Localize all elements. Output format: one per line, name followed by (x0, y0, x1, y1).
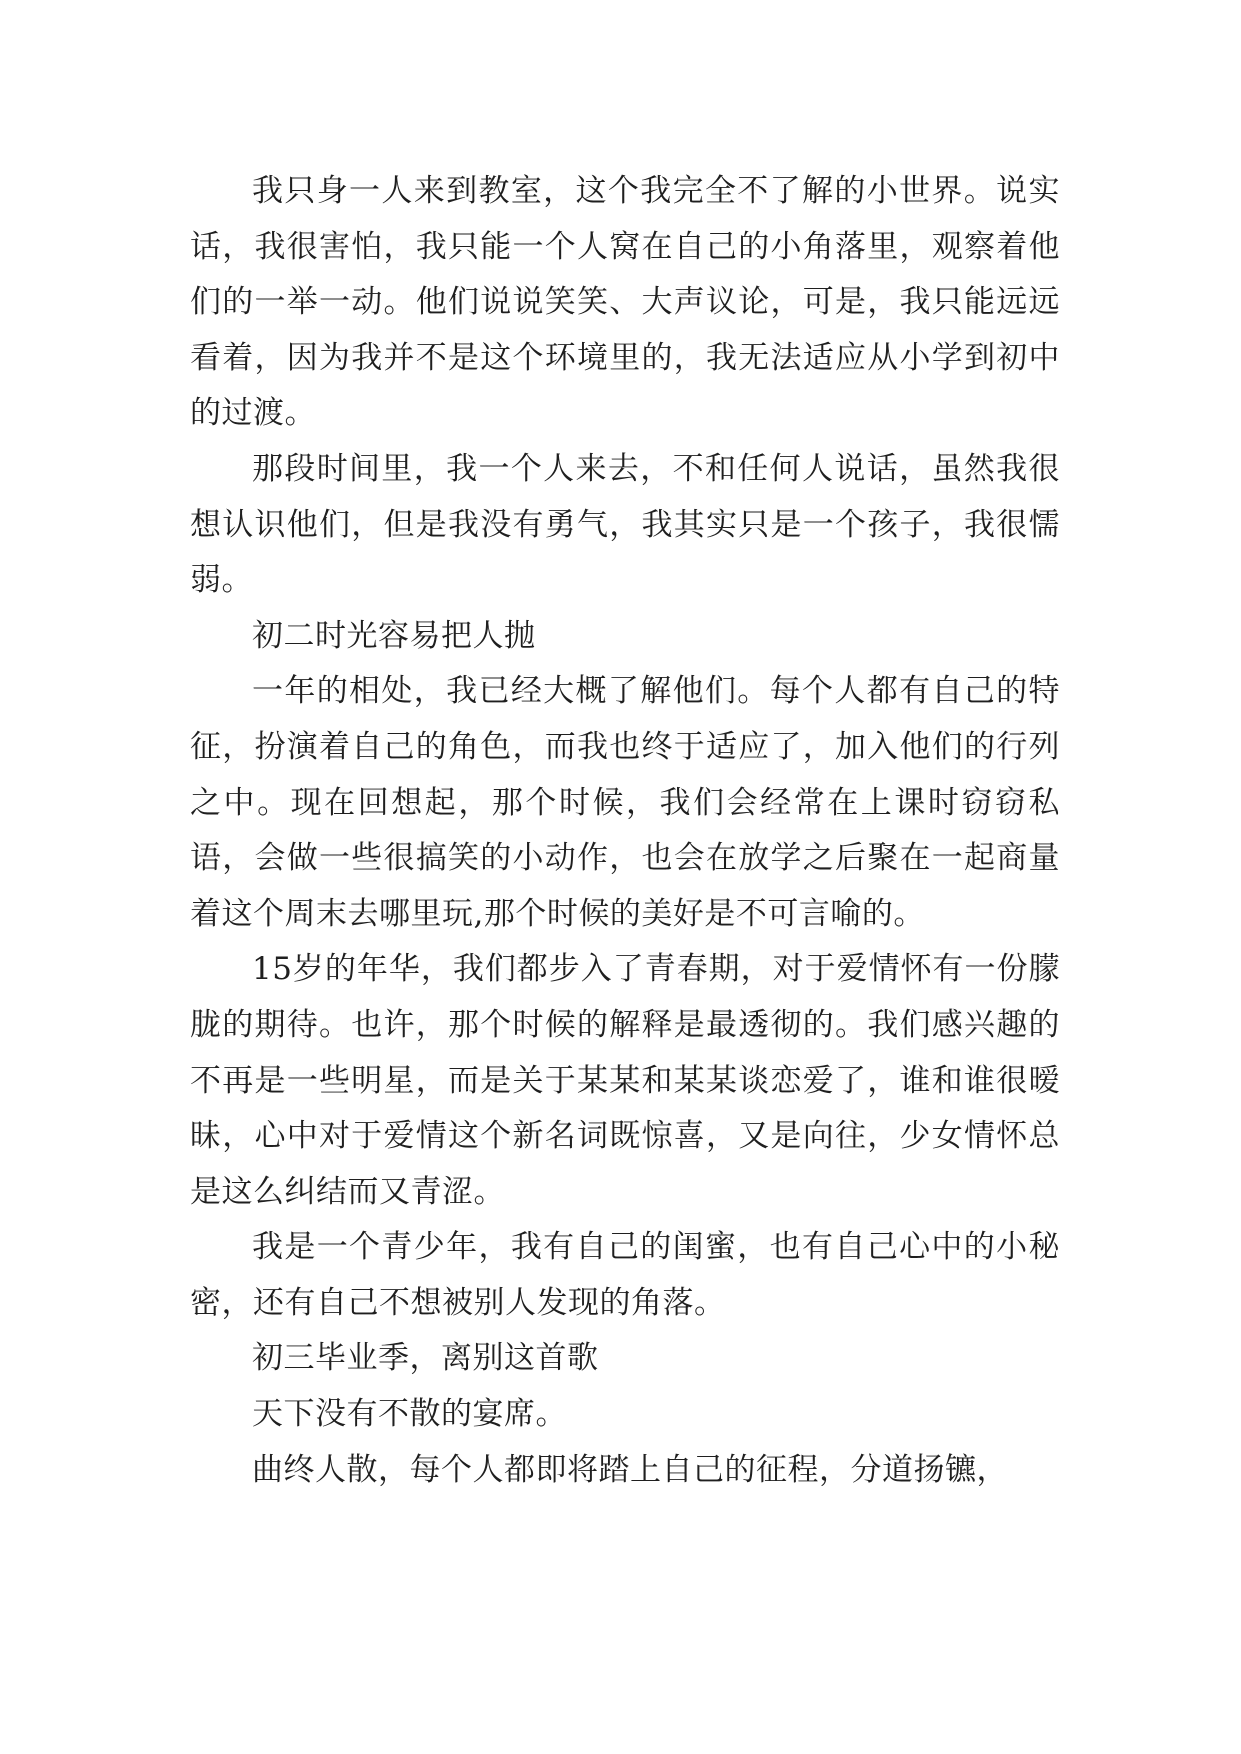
paragraph-alone: 那段时间里，我一个人来去，不和任何人说话，虽然我很想认识他们，但是我没有勇气，我其实只是一个孩子，我很懦弱。 (190, 450, 1060, 599)
paragraph-farewell: 曲终人散，每个人都即将踏上自己的征程，分道扬镳， (252, 1451, 1008, 1488)
section-heading-grade-three: 初三毕业季，离别这首歌 (252, 1340, 599, 1377)
section-heading-grade-two: 初二时光容易把人抛 (252, 617, 536, 654)
document-body (190, 164, 1060, 1498)
paragraph-classroom: 我只身一人来到教室，这个我完全不了解的小世界。说实话，我很害怕，我只能一个人窝在自己的小角落里，观察着他们的一举一动。他们说说笑笑、大声议论，可是，我只能远远看着，因为我并不是这个环境里的，我无法适应从小学到初中的过渡。 (190, 173, 1060, 432)
paragraph-fifteen: 15岁的年华，我们都步入了青春期，对于爱情怀有一份朦胧的期待。也许，那个时候的解释是最透彻的。我们感兴趣的不再是一些明星，而是关于某某和某某谈恋爱了，谁和谁很暧昧，心中对于爱情这个新名词既惊喜，又是向往，少女情怀总是这么纠结而又青涩。 (190, 951, 1060, 1210)
paragraph-one-year: 一年的相处，我已经大概了解他们。每个人都有自己的特征，扮演着自己的角色，而我也终于适应了，加入他们的行列之中。现在回想起，那个时候，我们会经常在上课时窃窃私语，会做一些很搞笑的小动作，也会在放学之后聚在一起商量着这个周末去哪里玩,那个时候的美好是不可言喻的。 (190, 673, 1060, 932)
paragraph-feast: 天下没有不散的宴席。 (252, 1396, 567, 1433)
paragraph-teenager: 我是一个青少年，我有自己的闺蜜，也有自己心中的小秘密，还有自己不想被别人发现的角落。 (190, 1229, 1060, 1321)
